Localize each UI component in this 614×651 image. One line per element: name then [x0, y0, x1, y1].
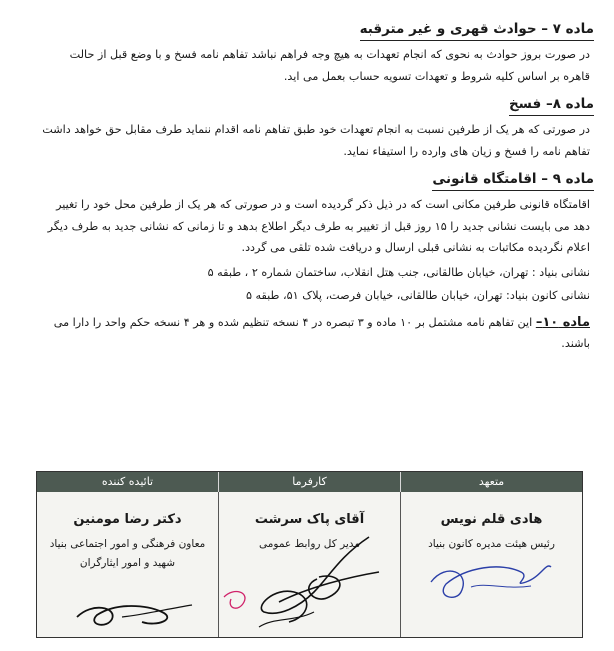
- article-10-text: این تفاهم نامه مشتمل بر ۱۰ ماده و ۳ تبصره در ۴ نسخه تنظیم شده و هر ۴ نسخه حکم واحد را دارا می: [53, 315, 536, 329]
- employer-name: آقای پاک سرشت: [254, 512, 365, 527]
- article-9-line-3: اعلام نگردیده مکاتبات به نشانی قبلی ارسال و دریافت شده تلقی می گردد.: [241, 241, 590, 254]
- approver-name: دکتر رضا مومنین: [73, 512, 182, 527]
- article-10-line-2: باشند.: [561, 337, 590, 350]
- article-9-line-1: اقامتگاه قانونی طرفین مکانی است که در ذیل ذکر گردیده است و در صورتی که هر یک از طرفین محل خود را تغییر: [56, 198, 590, 211]
- article-10-heading: ماده ۱۰–: [535, 314, 590, 330]
- article-8-line-2: تفاهم نامه را فسخ و زیان های وارده را استیفاء نماید.: [343, 144, 590, 158]
- header-approver: تائیده کننده: [101, 475, 154, 488]
- article-8-text: [22, 119, 590, 162]
- article-7-line-2: قاهره بر اساس کلیه شروط و تعهدات تسویه حساب بعمل می اید.: [283, 69, 590, 83]
- employer-role: مدیر کل روابط عمومی: [259, 538, 360, 550]
- header-obligor: متعهد: [400, 472, 582, 492]
- article-8-heading: ماده ۸– فسخ: [509, 94, 594, 116]
- approver-role-line-1: معاون فرهنگی و امور اجتماعی بنیاد: [49, 538, 206, 550]
- obligor-role: رئیس هیئت مدیره کانون بنیاد: [428, 538, 555, 550]
- foundation-address: نشانی بنیاد : تهران، خیابان طالقانی، جنب هتل انقلاب، ساختمان شماره ۲ ، طبقه ۵: [207, 265, 590, 279]
- article-7-text: [22, 44, 590, 87]
- article-9: [22, 168, 594, 306]
- article-7-heading: ماده ۷ – حوادث قهری و غیر مترقبه: [360, 19, 594, 41]
- document-body: [22, 18, 594, 361]
- article-9-text: [22, 194, 590, 259]
- signature-table: [36, 471, 583, 638]
- article-9-heading: ماده ۹ – اقامتگاه قانونی: [432, 169, 594, 191]
- approver-signature-icon: [67, 587, 207, 637]
- obligor-name: هادی قلم نویس: [440, 512, 543, 527]
- article-7: [22, 18, 594, 87]
- article-7-line-1: در صورت بروز حوادث به نحوی که انجام تعهدات به هیچ وجه فراهم نباشد تفاهم نامه فسخ و با وضع قبل از حالت: [69, 48, 590, 61]
- association-address: نشانی کانون بنیاد: تهران، خیابان طالقانی، خیابان فرصت، پلاک ۵۱، طبقه ۵: [245, 288, 590, 302]
- article-8: [22, 93, 594, 162]
- article-9-line-2: دهد می بایست نشانی جدید را ۱۵ روز قبل از تغییر به طرف دیگر اطلاع بدهد و تا زمانی که نشانی جدید به طرف دیگر: [47, 219, 590, 233]
- approver-role: [37, 535, 218, 573]
- article-8-line-1: در صورتی که هر یک از طرفین نسبت به انجام تعهدات خود طبق تفاهم نامه اقدام ننماید طرف مقابل حق خواهد داشت: [42, 123, 590, 136]
- signature-employer: [218, 492, 400, 637]
- signature-obligor: [400, 492, 582, 637]
- article-10: [22, 312, 594, 355]
- signature-table-header: [37, 472, 582, 492]
- article-10-line-1: [22, 312, 590, 334]
- header-employer: کارفرما: [218, 472, 400, 492]
- approver-role-line-2: شهید و امور ایثارگران: [79, 557, 176, 569]
- signature-approver: [37, 492, 218, 637]
